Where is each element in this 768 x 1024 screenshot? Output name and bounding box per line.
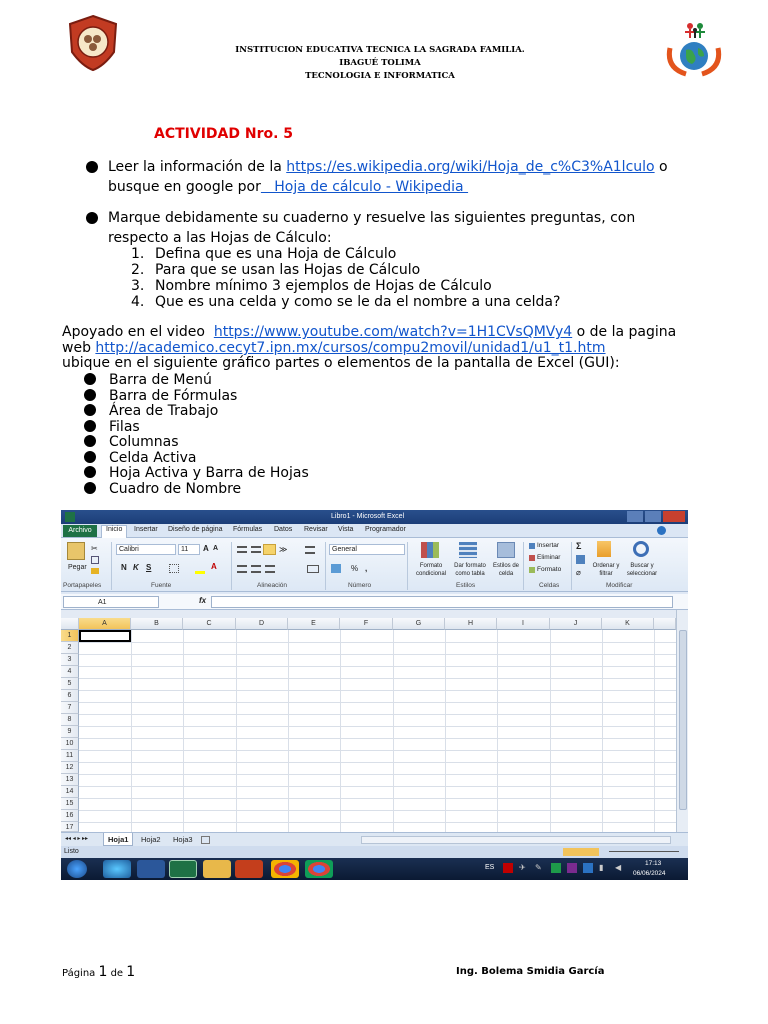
merge-center-icon[interactable] (307, 565, 319, 573)
select-all-corner[interactable] (61, 618, 79, 630)
header-line-2: IBAGUÉ TOLIMA (339, 58, 421, 68)
excel-screenshot (61, 510, 688, 880)
cell-styles-label: Estilos de celda (492, 563, 519, 577)
tray-icon[interactable]: ✈ (519, 863, 526, 872)
row-header[interactable]: 1 (61, 630, 79, 642)
scrollbar-thumb[interactable] (679, 630, 687, 810)
column-header[interactable]: H (445, 618, 497, 630)
list-item: Barra de Fórmulas (84, 388, 309, 404)
grow-font-icon[interactable]: A (203, 544, 209, 553)
new-sheet-icon[interactable] (201, 836, 210, 844)
sort-filter-icon[interactable] (597, 541, 611, 557)
excel-taskbar-icon[interactable] (169, 860, 197, 878)
wikipedia-link[interactable]: https://es.wikipedia.org/wiki/Hoja_de_c%C3%A1lculo (286, 159, 655, 175)
header-line-1: INSTITUCION EDUCATIVA TECNICA LA SAGRADA FAMILIA. (235, 45, 525, 55)
grid-line (79, 666, 676, 667)
page-number: Página 1 de 1 (62, 964, 136, 980)
instruction-line: Marque debidamente su cuaderno y resuelve las siguientes preguntas, con (108, 210, 636, 226)
volume-icon[interactable]: ◀ (615, 863, 622, 872)
grid-line (340, 630, 341, 832)
youtube-link[interactable]: https://www.youtube.com/watch?v=1H1CVsQMVy4 (213, 324, 573, 340)
sheet-tab[interactable]: Hoja2 (141, 835, 161, 844)
media-player-icon[interactable] (235, 860, 263, 878)
grid-line (79, 822, 676, 823)
formula-bar (61, 594, 688, 610)
list-item: Hoja Activa y Barra de Hojas (84, 465, 309, 481)
file-explorer-icon[interactable] (203, 860, 231, 878)
tab-datos[interactable]: Datos (274, 526, 293, 533)
group-numero: Número (348, 582, 372, 589)
grid-line (79, 678, 676, 679)
list-item: Cuadro de Nombre (84, 481, 309, 497)
fill-icon[interactable] (576, 555, 585, 564)
tab-revisar[interactable]: Revisar (304, 526, 328, 533)
sheet-nav-arrows-icon[interactable]: ◂◂ ◂ ▸ ▸▸ (65, 836, 89, 842)
tab-formulas[interactable]: Fórmulas (233, 526, 263, 533)
tab-vista[interactable]: Vista (338, 526, 354, 533)
ribbon-separator (325, 542, 326, 590)
autosum-icon[interactable]: Σ (576, 541, 582, 551)
instruction-text: busque en google por (108, 179, 261, 195)
wikipedia-search-link[interactable]: Hoja de cálculo - Wikipedia (260, 179, 469, 195)
bullet-icon (84, 420, 96, 432)
column-header[interactable]: G (393, 618, 445, 630)
row-header[interactable]: 7 (61, 702, 79, 714)
activity-title: ACTIVIDAD Nro. 5 (154, 126, 294, 142)
video-paragraph-line2: web http://academico.cecyt7.ipn.mx/cursos/compu2movil/unidad1/u1_t1.htm (62, 340, 606, 356)
column-header[interactable]: B (131, 618, 183, 630)
chrome-alt-icon[interactable] (305, 860, 333, 878)
currency-icon[interactable] (331, 564, 341, 573)
bullet-icon (84, 404, 96, 416)
minimize-button[interactable] (627, 511, 643, 522)
ribbon-separator (407, 542, 408, 590)
bullet-icon (84, 482, 96, 494)
group-celdas: Celdas (539, 582, 560, 589)
align-center-icon[interactable] (251, 565, 261, 573)
font-size-select[interactable]: 11 (178, 544, 200, 555)
grid-line (79, 762, 676, 763)
video-paragraph-line3: ubique en el siguiente gráfico partes o elementos de la pantalla de Excel (GUI): (62, 355, 620, 371)
delete-cells-label[interactable]: Eliminar (537, 554, 561, 561)
italic-button[interactable]: K (133, 563, 139, 572)
number-format-select[interactable]: General (329, 544, 405, 555)
row-header[interactable]: 17 (61, 822, 79, 832)
sort-filter-label: Ordenar y filtrar (592, 563, 620, 577)
grid-line (79, 642, 676, 643)
chrome-icon[interactable] (271, 860, 299, 878)
question-list (131, 246, 560, 310)
excel-title-bar (61, 510, 688, 524)
format-as-table-label: Dar formato como tabla (454, 563, 486, 577)
column-header[interactable]: K (602, 618, 654, 630)
format-cells-icon[interactable] (529, 567, 535, 573)
conditional-format-label: Formato condicional (415, 563, 447, 577)
clock-time[interactable]: 17:13 (645, 860, 662, 867)
row-header[interactable]: 15 (61, 798, 79, 810)
column-header-partial (654, 618, 676, 630)
grid-line (79, 798, 676, 799)
grid-line (236, 630, 237, 832)
horizontal-scrollbar[interactable] (361, 836, 671, 844)
internet-explorer-icon[interactable] (103, 860, 131, 878)
tray-icon[interactable] (583, 863, 593, 873)
row-header[interactable]: 6 (61, 690, 79, 702)
find-select-icon[interactable] (633, 541, 649, 557)
question-item: 4. Que es una celda y como se le da el nombre a una celda? (131, 294, 561, 310)
institution-header (180, 44, 580, 83)
formula-bar-spacer (61, 610, 688, 618)
column-header[interactable]: F (340, 618, 393, 630)
column-header[interactable]: J (550, 618, 602, 630)
row-header[interactable]: 3 (61, 654, 79, 666)
insert-cells-label[interactable]: Insertar (537, 542, 560, 549)
font-name-select[interactable]: Calibri (116, 544, 176, 555)
school-shield-logo (64, 14, 122, 72)
family-globe-logo (664, 18, 724, 78)
grid-line (654, 630, 655, 832)
percent-icon[interactable]: % (351, 564, 359, 573)
paste-label: Pegar (68, 564, 87, 571)
bullet-icon (84, 373, 96, 385)
tray-icon[interactable] (567, 863, 577, 873)
sheet-tab[interactable]: Hoja3 (173, 835, 193, 844)
tray-icon[interactable]: ✎ (535, 863, 542, 872)
gui-elements-list (84, 372, 309, 496)
grid-line (393, 630, 394, 832)
language-indicator[interactable]: ES (485, 864, 495, 871)
tab-programador[interactable]: Programador (365, 526, 406, 533)
file-tab[interactable]: Archivo (63, 525, 97, 537)
name-box[interactable]: A1 (63, 596, 159, 608)
worksheet-area[interactable] (61, 618, 688, 832)
grid-line (602, 630, 603, 832)
instruction-text: Leer la información de la (108, 159, 287, 175)
grid-line (183, 630, 184, 832)
row-header[interactable]: 10 (61, 738, 79, 750)
excel-menu-bar (61, 524, 688, 538)
column-header[interactable]: D (236, 618, 288, 630)
instruction-line: respecto a las Hojas de Cálculo: (108, 230, 332, 246)
zoom-slider[interactable] (609, 851, 679, 852)
clock-date[interactable]: 06/06/2024 (633, 870, 666, 877)
row-header[interactable]: 14 (61, 786, 79, 798)
list-item: Celda Activa (84, 450, 309, 466)
delete-cells-icon[interactable] (529, 555, 535, 561)
grid-line (79, 714, 676, 715)
row-header[interactable]: 16 (61, 810, 79, 822)
instruction-read-wiki (108, 159, 668, 175)
grid-line (79, 654, 676, 655)
function-icon[interactable]: fx (199, 596, 207, 605)
format-as-table-icon[interactable] (459, 542, 477, 558)
sheet-tab-active[interactable]: Hoja1 (103, 833, 133, 846)
question-item: 2. Para que se usan las Hojas de Cálculo (131, 262, 421, 278)
status-text: Listo (64, 848, 79, 855)
grid-line (497, 630, 498, 832)
group-modificar: Modificar (606, 582, 633, 589)
font-color-icon[interactable]: A (211, 562, 217, 571)
bullet-icon (84, 466, 96, 478)
grid-line (79, 726, 676, 727)
align-middle-icon[interactable] (251, 546, 261, 553)
format-painter-icon[interactable] (91, 568, 99, 574)
bullet-icon (86, 212, 98, 224)
grid-line (79, 774, 676, 775)
bullet-icon (86, 161, 98, 173)
column-header[interactable]: I (497, 618, 550, 630)
group-estilos: Estilos (456, 582, 476, 589)
tab-inicio[interactable]: Inicio (101, 525, 127, 538)
row-header[interactable]: 8 (61, 714, 79, 726)
active-cell[interactable] (79, 630, 131, 642)
ribbon-separator (231, 542, 232, 590)
tab-diseno-pagina[interactable]: Diseño de página (168, 526, 223, 533)
list-item: Columnas (84, 434, 309, 450)
underline-button[interactable]: S (146, 563, 152, 572)
grid-line (79, 810, 676, 811)
align-right-icon[interactable] (265, 565, 275, 573)
bullet-icon (84, 451, 96, 463)
formula-input[interactable] (211, 596, 673, 608)
group-alineacion: Alineación (257, 582, 287, 589)
grid-line (79, 690, 676, 691)
question-item: 1. Defina que es una Hoja de Cálculo (131, 246, 397, 262)
grid-line (288, 630, 289, 832)
group-portapapeles: Portapapeles (63, 582, 102, 589)
maximize-button[interactable] (645, 511, 661, 522)
paste-icon[interactable] (67, 542, 85, 560)
grid-line (79, 702, 676, 703)
copy-icon[interactable] (91, 556, 99, 564)
excel-ribbon (61, 538, 688, 592)
list-item: Filas (84, 419, 309, 435)
vertical-scrollbar[interactable] (676, 610, 688, 832)
sheet-tab-bar (61, 832, 688, 846)
academico-link[interactable]: http://academico.cecyt7.ipn.mx/cursos/compu2movil/unidad1/u1_t1.htm (95, 340, 606, 356)
fill-color-icon[interactable] (195, 571, 205, 574)
row-header[interactable]: 4 (61, 666, 79, 678)
align-bottom-icon[interactable] (263, 544, 276, 555)
tab-insertar[interactable]: Insertar (134, 526, 158, 533)
header-line-3: TECNOLOGIA E INFORMATICA (305, 71, 455, 81)
grid-line (79, 738, 676, 739)
borders-icon[interactable] (169, 564, 179, 573)
row-header[interactable]: 9 (61, 726, 79, 738)
close-button[interactable] (663, 511, 685, 522)
row-header[interactable]: 13 (61, 774, 79, 786)
cut-icon[interactable]: ✂ (91, 544, 98, 553)
ribbon-separator (523, 542, 524, 590)
format-cells-label[interactable]: Formato (537, 566, 562, 573)
insert-cells-icon[interactable] (529, 543, 535, 549)
grid-line (79, 786, 676, 787)
wrap-text-icon[interactable] (305, 546, 315, 554)
clear-icon[interactable]: ⌀ (576, 568, 581, 577)
align-left-icon[interactable] (237, 565, 247, 573)
list-item: Área de Trabajo (84, 403, 309, 419)
row-header[interactable]: 5 (61, 678, 79, 690)
find-select-label: Buscar y seleccionar (626, 563, 658, 577)
instruction-google (108, 179, 468, 195)
comma-icon[interactable]: , (365, 564, 368, 573)
excel-app-icon (65, 512, 75, 522)
instruction-text: o (654, 159, 668, 175)
acrobat-tray-icon[interactable] (503, 863, 513, 873)
grid-line (131, 630, 132, 832)
question-item: 3. Nombre mínimo 3 ejemplos de Hojas de Cálculo (131, 278, 492, 294)
bullet-icon (84, 389, 96, 401)
ribbon-separator (111, 542, 112, 590)
list-item: Barra de Menú (84, 372, 309, 388)
group-fuente: Fuente (151, 582, 172, 589)
excel-window-title: Libro1 - Microsoft Excel (331, 513, 405, 520)
grid-line (79, 750, 676, 751)
grid-line (445, 630, 446, 832)
grid-line (550, 630, 551, 832)
status-bar (61, 846, 688, 858)
orientation-icon[interactable]: ≫ (279, 545, 288, 554)
word-icon[interactable] (137, 860, 165, 878)
start-button-icon[interactable] (67, 860, 87, 878)
bold-button[interactable]: N (121, 563, 127, 572)
tray-icon[interactable] (551, 863, 561, 873)
ribbon-separator (571, 542, 572, 590)
video-paragraph-line1: Apoyado en el video https://www.youtube.com/watch?v=1H1CVsQMVy4 o de la pagina (62, 324, 677, 340)
network-icon[interactable]: ▮ (599, 863, 604, 872)
conditional-format-icon[interactable] (421, 542, 439, 558)
view-buttons[interactable] (563, 848, 599, 856)
row-header[interactable]: 11 (61, 750, 79, 762)
column-header[interactable]: E (288, 618, 340, 630)
windows-taskbar (61, 858, 688, 880)
row-header[interactable]: 2 (61, 642, 79, 654)
column-header[interactable]: A (79, 618, 131, 630)
column-header[interactable]: C (183, 618, 236, 630)
bullet-icon (84, 435, 96, 447)
row-header[interactable]: 12 (61, 762, 79, 774)
align-top-icon[interactable] (237, 546, 247, 553)
shrink-font-icon[interactable]: A (213, 545, 219, 552)
cell-styles-icon[interactable] (497, 542, 515, 558)
author-name: Ing. Bolema Smidia García (456, 966, 605, 977)
help-icon[interactable] (657, 526, 666, 535)
